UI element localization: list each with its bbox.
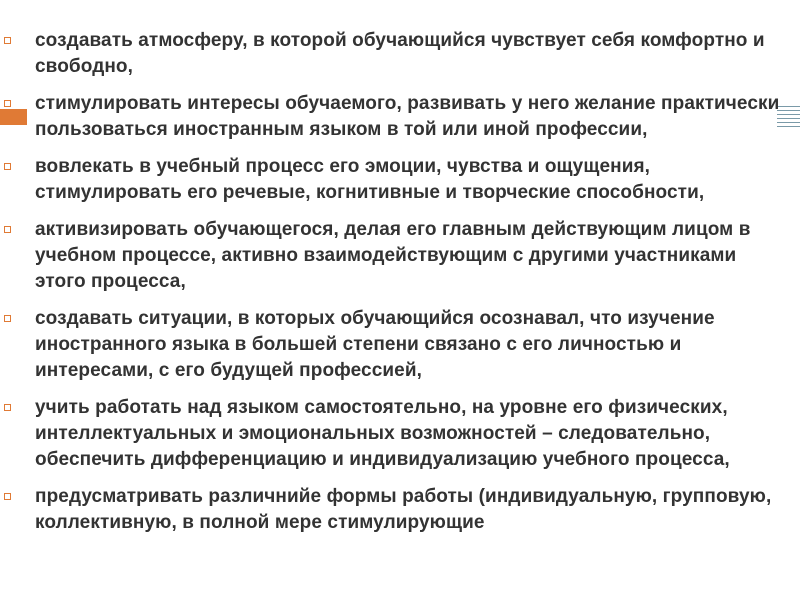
hollow-square-bullet-icon bbox=[4, 404, 11, 411]
list-item bbox=[0, 28, 800, 80]
list-item bbox=[0, 154, 800, 206]
hollow-square-bullet-icon bbox=[4, 100, 11, 107]
hollow-square-bullet-icon bbox=[4, 226, 11, 233]
bullet-text: стимулировать интересы обучаемого, развивать у него желание практически пользоваться иностранным языком в той или иной профессии, bbox=[35, 93, 780, 140]
bullet-text: учить работать над языком самостоятельно, на уровне его физических, интеллектуальных и эмоциональных возможностей – следовательно, обеспечить дифференциацию и индивидуализацию учебного процесса, bbox=[35, 397, 730, 470]
hollow-square-bullet-icon bbox=[4, 37, 11, 44]
list-item bbox=[0, 91, 800, 143]
bullet-text: активизировать обучающегося, делая его главным действующим лицом в учебном процессе, активно взаимодействующим с другими участниками этого процесса, bbox=[35, 219, 751, 292]
bullet-text: вовлекать в учебный процесс его эмоции, чувства и ощущения, стимулировать его речевые, когнитивные и творческие способности, bbox=[35, 156, 705, 203]
list-item bbox=[0, 217, 800, 295]
bullet-text: предусматривать различнийе формы работы (индивидуальную, групповую, коллективную, в полной мере стимулирующие bbox=[35, 486, 772, 533]
hollow-square-bullet-icon bbox=[4, 315, 11, 322]
bullet-text: создавать ситуации, в которых обучающийся осознавал, что изучение иностранного языка в большей степени связано с его личностью и интересами, с его будущей профессией, bbox=[35, 308, 715, 381]
bullet-list bbox=[0, 28, 800, 547]
bullet-text: создавать атмосферу, в которой обучающийся чувствует себя комфортно и свободно, bbox=[35, 30, 765, 77]
hollow-square-bullet-icon bbox=[4, 493, 11, 500]
list-item bbox=[0, 395, 800, 473]
hollow-square-bullet-icon bbox=[4, 163, 11, 170]
list-item bbox=[0, 306, 800, 384]
list-item bbox=[0, 484, 800, 536]
